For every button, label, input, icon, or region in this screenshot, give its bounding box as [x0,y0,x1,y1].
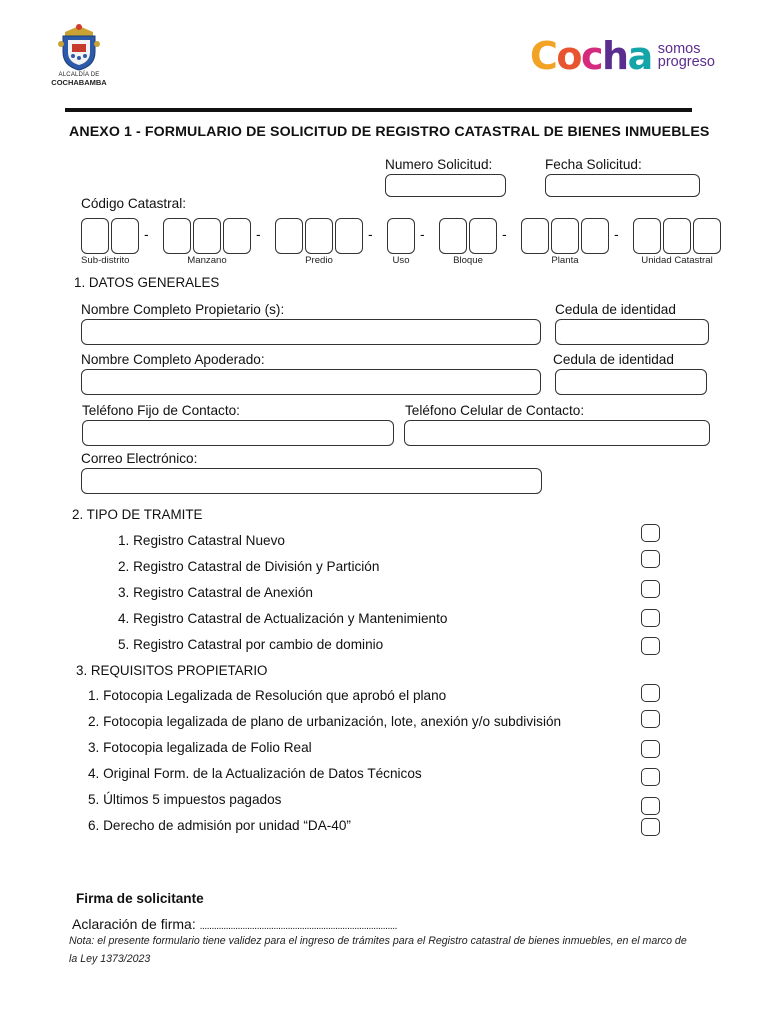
requisitos-checkbox[interactable] [641,710,660,728]
tramite-checkbox[interactable] [641,637,660,655]
brand-tagline [658,43,715,69]
crest-shield-icon [57,22,101,72]
ci-propietario-field[interactable] [555,319,709,345]
requisitos-checkbox[interactable] [641,740,660,758]
requisitos-checkbox[interactable] [641,768,660,786]
requisitos-checkbox[interactable] [641,818,660,836]
codigo-segment-label: Manzano [187,255,227,266]
tramite-item-label: 4. Registro Catastral de Actualización y Mantenimiento [118,611,448,626]
brand-letter: c [581,34,603,78]
codigo-cell-predio[interactable] [335,218,363,254]
requisitos-item-label: 5. Últimos 5 impuestos pagados [88,792,282,807]
aclaracion-label: Aclaración de firma: [72,916,196,932]
brand-wordmark [530,36,652,76]
numero-solicitud-field[interactable] [385,174,506,197]
datos-generales-heading: 1. DATOS GENERALES [74,275,220,290]
codigo-separator: - [368,226,373,242]
requisitos-item-label: 2. Fotocopia legalizada de plano de urbanización, lote, anexión y/o subdivisión [88,714,562,729]
codigo-cell-bloque[interactable] [439,218,467,254]
codigo-cell-planta[interactable] [551,218,579,254]
codigo-cell-predio[interactable] [275,218,303,254]
header-divider [65,108,692,112]
codigo-segment-label: Uso [392,255,410,266]
brand-letter: o [556,34,581,78]
alcaldia-crest-logo [48,22,110,87]
codigo-cell-planta[interactable] [521,218,549,254]
crest-caption-line2: COCHABAMBA [51,78,107,87]
form-title: ANEXO 1 - FORMULARIO DE SOLICITUD DE REGISTRO CATASTRAL DE BIENES INMUEBLES [69,124,710,140]
cocha-brand-logo [530,36,715,76]
brand-letter: C [530,34,557,78]
codigo-segment-label: Predio [305,255,333,266]
aclaracion-dotted-line: ................................................................................... [199,921,398,932]
telefono-celular-field[interactable] [404,420,710,446]
brand-tagline-line2: progreso [657,54,715,70]
codigo-cell-unidad-catastral[interactable] [693,218,721,254]
tramite-item-label: 2. Registro Catastral de División y Partición [118,559,380,574]
codigo-segment-label: Planta [551,255,579,266]
telefono-fijo-field[interactable] [82,420,394,446]
requisitos-checkbox[interactable] [641,797,660,815]
codigo-cell-predio[interactable] [305,218,333,254]
ci-apoderado-label: Cedula de identidad [553,352,674,367]
brand-letter: a [627,34,652,78]
codigo-cell-sub-distrito[interactable] [111,218,139,254]
requisitos-heading: 3. REQUISITOS PROPIETARIO [76,663,268,678]
codigo-cell-bloque[interactable] [469,218,497,254]
correo-label: Correo Electrónico: [81,451,198,466]
tramite-item-label: 3. Registro Catastral de Anexión [118,585,313,600]
requisitos-item-label: 3. Fotocopia legalizada de Folio Real [88,740,312,755]
requisitos-item-label: 6. Derecho de admisión por unidad “DA-40” [88,818,351,833]
codigo-cell-manzano[interactable] [193,218,221,254]
codigo-separator: - [614,226,619,242]
requisitos-item-label: 1. Fotocopia Legalizada de Resolución que aprobó el plano [88,688,447,703]
codigo-segment-label: Sub-distrito [81,255,130,266]
tramite-item-label: 1. Registro Catastral Nuevo [118,533,285,548]
apoderado-field[interactable] [81,369,541,395]
codigo-cell-unidad-catastral[interactable] [633,218,661,254]
brand-letter: h [602,34,628,78]
ci-propietario-label: Cedula de identidad [555,302,676,317]
codigo-cell-manzano[interactable] [163,218,191,254]
telefono-fijo-label: Teléfono Fijo de Contacto: [82,403,240,418]
aclaracion-line [72,916,397,932]
ci-apoderado-field[interactable] [555,369,707,395]
numero-solicitud-label: Numero Solicitud: [385,157,493,172]
codigo-cell-uso[interactable] [387,218,415,254]
tramite-item-label: 5. Registro Catastral por cambio de dominio [118,637,384,652]
tipo-tramite-heading: 2. TIPO DE TRAMITE [72,507,203,522]
codigo-catastral-label: Código Catastral: [81,196,187,211]
requisitos-item-label: 4. Original Form. de la Actualización de Datos Técnicos [88,766,422,781]
codigo-separator: - [420,226,425,242]
fecha-solicitud-field[interactable] [545,174,700,197]
codigo-cell-sub-distrito[interactable] [81,218,109,254]
codigo-separator: - [256,226,261,242]
tramite-checkbox[interactable] [641,524,660,542]
codigo-separator: - [502,226,507,242]
propietario-label: Nombre Completo Propietario (s): [81,302,285,317]
propietario-field[interactable] [81,319,541,345]
correo-field[interactable] [81,468,542,494]
nota-legal: Nota: el presente formulario tiene validez para el ingreso de trámites para el Registro catastral de bienes inmuebles, en el marco de la Ley 1373/2023 [69,935,687,965]
codigo-cell-unidad-catastral[interactable] [663,218,691,254]
tramite-checkbox[interactable] [641,550,660,568]
codigo-cell-planta[interactable] [581,218,609,254]
codigo-cell-manzano[interactable] [223,218,251,254]
requisitos-checkbox[interactable] [641,684,660,702]
tramite-checkbox[interactable] [641,609,660,627]
codigo-segment-label: Bloque [453,255,483,266]
fecha-solicitud-label: Fecha Solicitud: [545,157,642,172]
apoderado-label: Nombre Completo Apoderado: [81,352,265,367]
tramite-checkbox[interactable] [641,580,660,598]
codigo-segment-label: Unidad Catastral [641,255,713,266]
telefono-celular-label: Teléfono Celular de Contacto: [405,403,585,418]
firma-label: Firma de solicitante [76,891,204,906]
codigo-separator: - [144,226,149,242]
brand-tagline-line1: somos [657,41,701,57]
crest-caption-line1: ALCALDÍA DE [58,72,100,78]
